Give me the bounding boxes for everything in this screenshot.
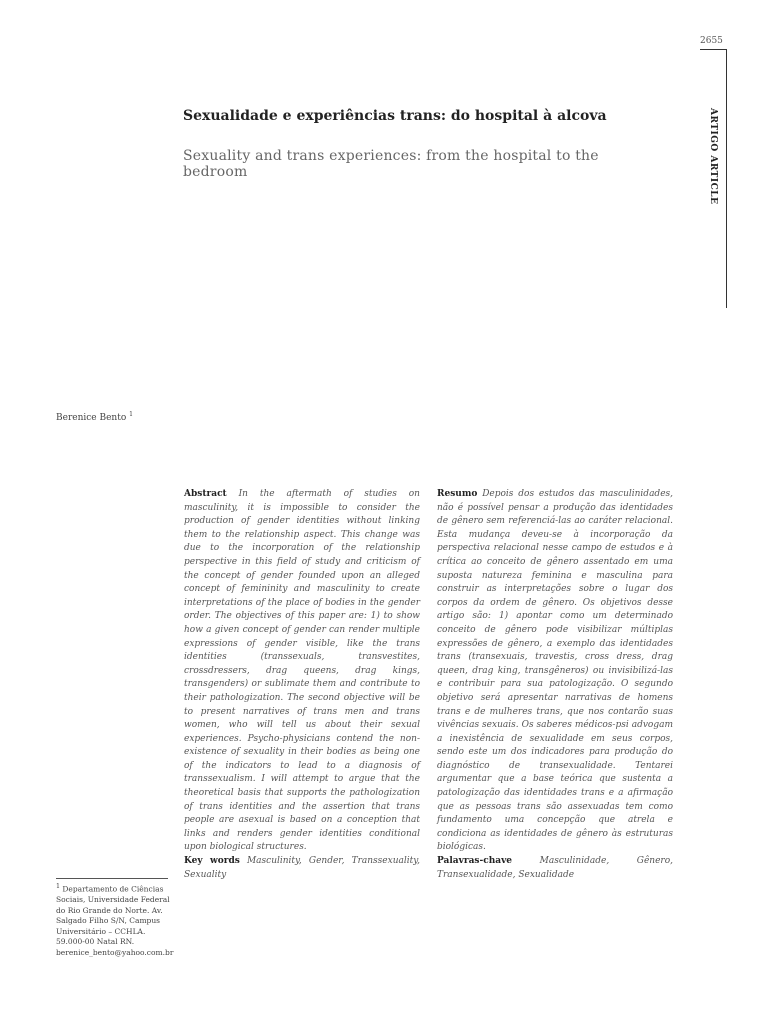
resumo-column [437, 488, 673, 882]
margin-rule [726, 50, 727, 308]
resumo-keywords [437, 855, 673, 882]
author-affiliation-marker: 1 [129, 411, 133, 418]
author [56, 411, 133, 423]
header-rule [700, 49, 727, 50]
abstract-keywords [184, 855, 420, 882]
title-portuguese: Sexualidade e experiências trans: do hospital à alcova [183, 108, 607, 124]
section-label: ARTIGO ARTICLE [708, 108, 718, 205]
author-name: Berenice Bento [56, 413, 127, 423]
abstract-column [184, 488, 420, 882]
footnote [56, 882, 176, 959]
page-number: 2655 [700, 36, 723, 46]
keywords-text: Masculinity, Gender, Transsexuality, Sexuality [184, 856, 420, 880]
resumo-label: Resumo [437, 489, 478, 499]
footnote-marker: 1 [56, 883, 60, 890]
abstract-label: Abstract [184, 489, 227, 499]
resumo-text: Depois dos estudos das masculinidades, não é possível pensar a produção das identidades de gênero sem referenciá-las ao caráter relacional. Esta mudança deveu-se à incorporação da perspectiva relacional nesse campo de estudos e à crítica ao conceito de gênero assentado em uma suposta natureza feminina e masculina para construir as interpretações sobre o lugar dos corpos da ordem de gênero. Os objetivos desse artigo são: 1) apontar como um determinado conceito de gênero pode visibilizar múltiplas expressões de gênero, a exemplo das identidades trans (transexuais, travestis, cross dress, drag queen, drag king, transgêneros) ou invisibilizá-las e contribuir para sua patologização. O segundo objetivo será apresentar narrativas de homens trans e de mulheres trans, que nos contarão suas vivências sexuais. Os saberes médicos-psi advogam a inexistência de sexualidade em seus corpos, sendo este um dos indicadores para produção do diagnóstico de transexualidade. Tentarei argumentar que a base teórica que sustenta a patologização das identidades trans e a afirmação que as pessoas trans são assexuadas tem como fundamento uma concepção que atrela e condiciona as identidades de gênero às estruturas biológicas. [437, 489, 673, 853]
palavras-chave-label: Palavras-chave [437, 856, 513, 867]
abstract-text: In the aftermath of studies on masculinity, it is impossible to consider the production of gender identities without linking them to the relationship aspect. This change was due to the incorporation of the relationship perspective in this field of study and criticism of the concept of gender founded upon an alleged concept of femininity and masculinity to create interpretations of the place of bodies in the gender order. The objectives of this paper are: 1) to show how a given concept of gender can render multiple expressions of gender visible, like the trans identities (transsexuals, transvestites, crossdressers, drag queens, drag kings, transgenders) or sublimate them and contribute to their pathologization. The second objective will be to present narratives of trans men and trans women, who will tell us about their sexual experiences. Psycho-physicians contend the non-existence of sexuality in their bodies as being one of the indicators to lead to a diagnosis of transsexualism. I will attempt to argue that the theoretical basis that supports the pathologization of trans identities and the assertion that trans people are asexual is based on a conception that links and renders gender identities conditional upon biological structures. [184, 489, 420, 853]
footnote-rule [56, 878, 168, 879]
keywords-label: Key words [184, 856, 240, 867]
footnote-text: Departamento de Ciências Sociais, Universidade Federal do Rio Grande do Norte. Av. Salgado Filho S/N, Campus Universitário – CCHLA. 59.000-00 Natal RN. berenice_bento@yahoo.com.br [56, 884, 174, 958]
palavras-chave-text: Masculinidade, Gênero, Transexualidade, Sexualidade [437, 856, 673, 880]
title-english: Sexuality and trans experiences: from the hospital to the bedroom [183, 148, 599, 180]
